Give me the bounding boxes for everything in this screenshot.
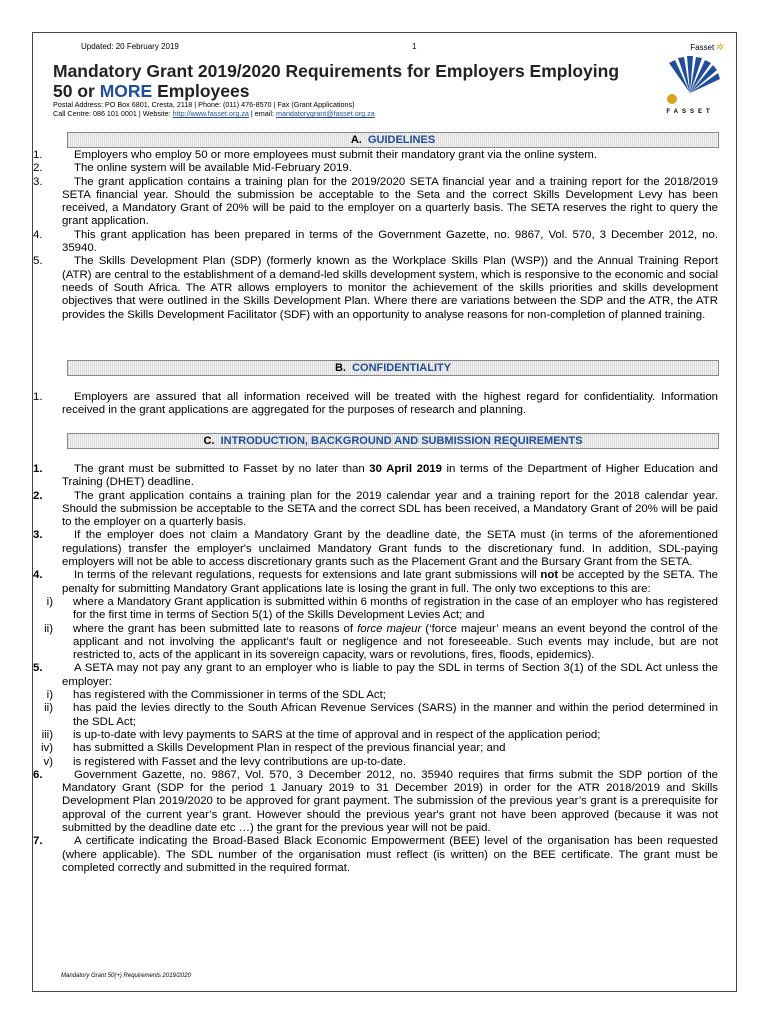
section-a-heading: A. GUIDELINES: [67, 132, 719, 148]
list-item: 6. Government Gazette, no. 9867, Vol. 570, 3 December 2012, no. 35940 requires that firms submit the SDP portion of the Mandatory Grant (SDP for the period 1 January 2019 to 31 December 2019) in order for the ATR 2018/2019 and Skills Development Plan 2019/2020 to be approved for grant payment. The submission of the previous year’s grant is a prerequisite for approval of the current year’s grant. However should the previous year's grant not have been approved (because it was not submitted by the deadline date etc …) the grant for the previous year will not be paid.: [33, 768, 718, 835]
list-item: 2. The online system will be available Mid-February 2019.: [33, 162, 352, 175]
star-icon: ✲: [716, 42, 724, 52]
sub-list-item: ii) where the grant has been submitted late to reasons of force majeur (‘force majeur’ means an event beyond the control of the applicant and not involving the applicant’s fault or negligence and not foreseeable. Such events may include, but are not restricted to, acts of the applicant in its sovereign capacity, wars or revolutions, fires, floods, epidemics).: [44, 622, 718, 662]
section-b-list: [33, 391, 738, 418]
fasset-logo: [659, 55, 721, 121]
title-more: MORE: [99, 81, 153, 101]
fasset-sunburst-icon: [659, 55, 721, 109]
sub-list-item: i) where a Mandatory Grant application is submitted within 6 months of registration in the case of an employer who has registered for the first time in terms of Section 5(1) of the Skills Development Levies Act; and: [46, 595, 718, 622]
section-c-heading: C. INTRODUCTION, BACKGROUND AND SUBMISSION REQUIREMENTS: [67, 433, 719, 449]
section-a-list: [33, 149, 738, 322]
website-link[interactable]: http://www.fasset.org.za: [172, 109, 249, 118]
list-item: 3. The grant application contains a training plan for the 2019/2020 SETA financial year and a training report for the 2018/2019 SETA financial year. Should the submission be acceptable to the Seta and the correct Skills Development Levy has been received, a Mandatory Grant of 20% will be paid to the employer on a quarterly basis. The SETA reserves the right to query the grant application.: [33, 175, 718, 228]
document-page: [32, 32, 737, 992]
email-link[interactable]: mandatorygrant@fasset.org.za: [275, 109, 375, 118]
list-item: 3. If the employer does not claim a Mandatory Grant by the deadline date, the SETA must (in terms of the aforementioned regulations) transfer the employer's unclaimed Mandatory Grant funds to the discretionary fund. In addition, SDL-paying employers will not be able to access discretionary grants such as the Placement Grant and the Bursary Grant from the SETA.: [33, 529, 718, 569]
contact-info: Postal Address: PO Box 6801, Cresta, 2118 | Phone: (011) 476-8570 | Fax (Grant Applications) Call Centre: 086 101 0001 | Website: http://www.fasset.org.za | email: mandatorygrant@fasset.org.za: [53, 100, 375, 118]
sub-list-item: v) is registered with Fasset and the levy contributions are up-to-date.: [43, 755, 407, 768]
sub-list-item: iv) has submitted a Skills Development Plan in respect of the previous financial year; and: [40, 742, 506, 755]
list-item: 4. In terms of the relevant regulations, requests for extensions and late grant submissions will not be accepted by the SETA. The penalty for submitting Mandatory Grant applications late is losing the grant in full. The only two exceptions to this are:: [33, 569, 718, 595]
sub-list-item: ii) has paid the levies directly to the South African Revenue Services (SARS) in the manner and within the period determined in the SDL Act;: [44, 702, 718, 728]
page-title: Mandatory Grant 2019/2020 Requirements for Employers Employing 50 or MORE Employees: [53, 61, 620, 101]
brand-name: Fasset ✲: [690, 42, 724, 52]
list-item: 7. A certificate indicating the Broad-Based Black Economic Empowerment (BEE) level of the organisation has been requested (where applicable). The SDL number of the organisation must reflect (is written) on the BEE certificate. The grant must be completed correctly and submitted in the required format.: [33, 835, 718, 874]
list-item: 4. This grant application has been prepared in terms of the Government Gazette, no. 9867, Vol. 570, 3 December 2012, no. 35940.: [33, 228, 718, 255]
sub-list-item: i) has registered with the Commissioner in terms of the SDL Act;: [46, 689, 386, 702]
list-item: 1. Employers who employ 50 or more employees must submit their mandatory grant via the online system.: [33, 149, 597, 161]
logo-text: FASSET: [666, 109, 714, 115]
updated-date: Updated: 20 February 2019: [81, 42, 179, 51]
list-item: 5. The Skills Development Plan (SDP) (formerly known as the Workplace Skills Plan (WSP)) and the Annual Training Report (ATR) are central to the establishment of a demand-led skills development system, which is responsive to the economic and social needs of South Africa. The ATR allows employers to monitor the achievement of the skills priorities and skills development objectives that were outlined in the Skills Development Plan. Where there are variations between the SDP and the ATR, the ATR provides the Skills Development Facilitator (SDF) with an opportunity to analyse reasons for non-completion of planned training.: [33, 255, 718, 321]
section-b-heading: B. CONFIDENTIALITY: [67, 360, 719, 376]
list-item: 2. The grant application contains a training plan for the 2019 calendar year and a training report for the 2018 calendar year. Should the submission be acceptable to the SETA and the correct SDL has been received, a Mandatory Grant of 20% will be paid to the employer on a quarterly basis.: [33, 489, 718, 529]
page-number: 1: [412, 42, 417, 51]
section-c-list: [33, 463, 738, 875]
list-item: 5. A SETA may not pay any grant to an employer who is liable to pay the SDL in terms of Section 3(1) of the SDL Act unless the employer:: [33, 662, 718, 688]
sub-list-item: iii) is up-to-date with levy payments to SARS at the time of approval and in respect of the application period;: [41, 728, 601, 741]
list-item: 1. Employers are assured that all information received will be treated with the highest regard for confidentiality. Information received in the grant applications are aggregated for the purposes of research and planning.: [33, 391, 718, 417]
page-header: [81, 42, 724, 54]
page-footer: Mandatory Grant 50(+) Requirements 2019/2020: [61, 973, 191, 979]
list-item: 1. The grant must be submitted to Fasset by no later than 30 April 2019 in terms of the Department of Higher Education and Training (DHET) deadline.: [33, 463, 718, 489]
